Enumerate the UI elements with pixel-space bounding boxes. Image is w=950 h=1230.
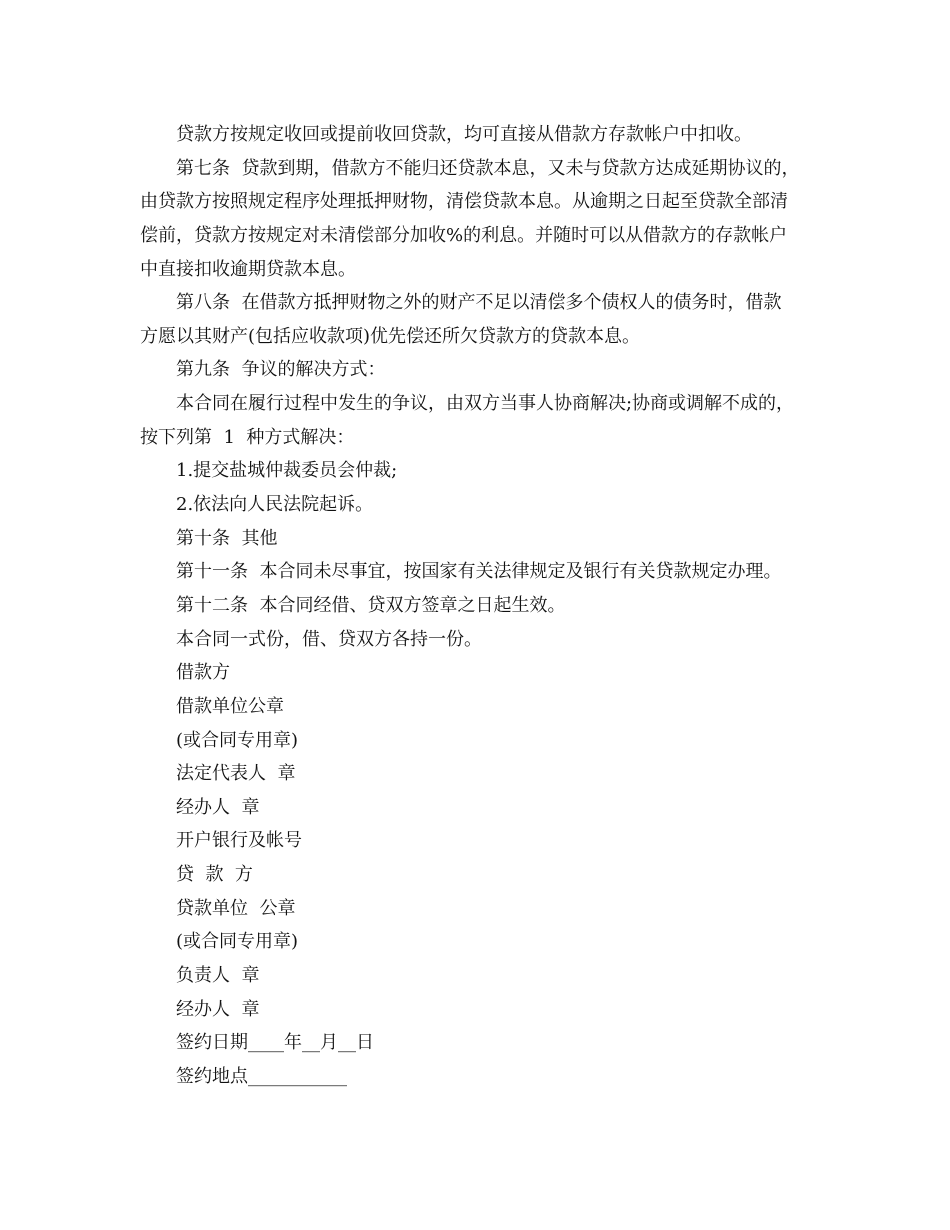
paragraph [140, 589, 820, 623]
paragraph [140, 454, 820, 488]
text-line: 中直接扣收逾期贷款本息。 [140, 258, 356, 280]
text-line: 第九条 争议的解决方式： [176, 359, 386, 381]
paragraph [140, 387, 820, 454]
paragraph [140, 892, 820, 926]
paragraph [140, 522, 820, 556]
paragraph [140, 1026, 820, 1060]
paragraph [140, 858, 820, 892]
paragraph [140, 824, 820, 858]
paragraph [140, 353, 820, 387]
text-line: 本合同在履行过程中发生的争议，由双方当事人协商解决;协商或调解不成的， [176, 393, 795, 415]
text-line: 贷款方按规定收回或提前收回贷款，均可直接从借款方存款帐户中扣收。 [176, 124, 752, 145]
text-line: (或合同专用章) [176, 729, 299, 751]
paragraph [140, 925, 820, 959]
text-line: 第十条 其他 [176, 527, 278, 549]
paragraph [140, 959, 820, 993]
text-line: 负责人 章 [176, 965, 260, 987]
text-line: 第八条 在借款方抵押财物之外的财产不足以清偿多个债权人的债务时，借款 [176, 292, 782, 314]
text-line: 方愿以其财产(包括应收款项)优先偿还所欠贷款方的贷款本息。 [140, 325, 641, 347]
document-page [140, 118, 820, 1094]
text-line: 2.依法向人民法院起诉。 [176, 494, 374, 516]
paragraph [140, 724, 820, 758]
text-line: 偿前，贷款方按规定对未清偿部分加收%的利息。并随时可以从借款方的存款帐户 [140, 224, 788, 246]
text-line: 1.提交盐城仲裁委员会仲裁; [176, 460, 398, 482]
paragraph [140, 690, 820, 724]
text-line: 由贷款方按照规定程序处理抵押财物，清偿贷款本息。从逾期之日起至贷款全部清 [140, 191, 788, 213]
paragraph [140, 791, 820, 825]
text-line: 第十二条 本合同经借、贷双方签章之日起生效。 [176, 594, 566, 616]
paragraph [140, 286, 820, 353]
paragraph [140, 1060, 820, 1094]
paragraph [140, 623, 820, 657]
text-line: 借款方 [176, 662, 230, 684]
paragraph [140, 757, 820, 791]
paragraph [140, 993, 820, 1027]
paragraph [140, 656, 820, 690]
text-line: 本合同一式份，借、贷双方各持一份。 [176, 628, 482, 650]
paragraph [140, 555, 820, 589]
text-line: 签约日期____年__月__日 [176, 1032, 374, 1054]
paragraph [140, 488, 820, 522]
text-line: 经办人 章 [176, 796, 260, 818]
text-line: 贷款单位 公章 [176, 897, 296, 919]
text-line: 经办人 章 [176, 998, 260, 1020]
text-line: (或合同专用章) [176, 931, 299, 953]
text-line: 开户银行及帐号 [176, 830, 302, 852]
text-line: 第七条 贷款到期，借款方不能归还贷款本息，又未与贷款方达成延期协议的， [176, 157, 800, 179]
text-line: 第十一条 本合同未尽事宜，按国家有关法律规定及银行有关贷款规定办理。 [176, 561, 782, 583]
text-line: 按下列第 1 种方式解决： [140, 426, 355, 448]
paragraph [140, 152, 820, 287]
text-line: 签约地点___________ [176, 1065, 347, 1087]
paragraph [140, 118, 820, 152]
text-line: 借款单位公章 [176, 695, 284, 717]
text-line: 贷 款 方 [176, 864, 253, 886]
text-line: 法定代表人 章 [176, 763, 296, 785]
